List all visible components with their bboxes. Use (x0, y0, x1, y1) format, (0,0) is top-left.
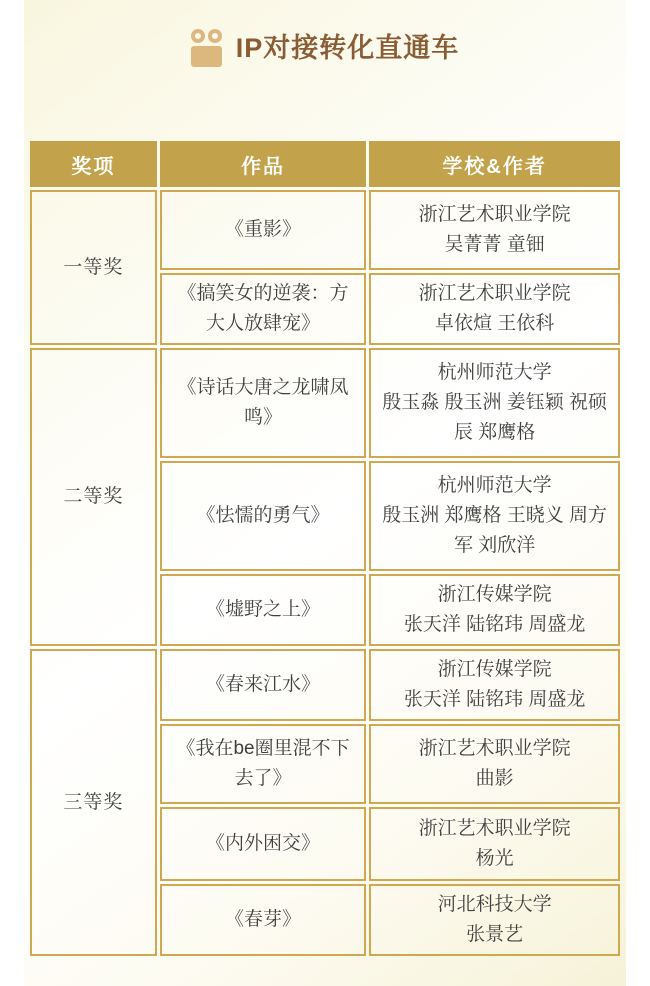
work-cell: 《诗话大唐之龙啸凤鸣》 (160, 348, 366, 458)
school-name: 浙江传媒学院 (437, 584, 552, 605)
school-author-cell (369, 190, 620, 270)
author-names: 吴菁菁 童钿 (444, 234, 545, 255)
school-author-cell (369, 884, 620, 956)
school-author-cell (369, 574, 620, 646)
work-cell: 《搞笑女的逆袭：方大人放肆宠》 (160, 273, 366, 345)
work-cell: 《春来江水》 (160, 649, 366, 721)
school-name: 河北科技大学 (437, 894, 552, 915)
column-header-school-author: 学校&作者 (369, 141, 620, 187)
school-author-cell (369, 461, 620, 571)
projector-reel-left (191, 29, 205, 43)
projector-icon (191, 29, 223, 67)
school-author-cell (369, 348, 620, 458)
school-name: 浙江艺术职业学院 (418, 204, 571, 225)
school-name: 浙江艺术职业学院 (418, 738, 571, 759)
award-cell-first-prize: 一等奖 (30, 190, 157, 345)
work-cell: 《墟野之上》 (160, 574, 366, 646)
author-names: 殷玉洲 郑鹰格 王晓义 周方军 刘欣洋 (382, 505, 608, 556)
author-names: 殷玉淼 殷玉洲 姜钰颖 祝硕辰 郑鹰格 (382, 392, 608, 443)
page-header (24, 26, 626, 70)
school-name: 浙江传媒学院 (437, 659, 552, 680)
school-author-cell (369, 273, 620, 345)
school-author-cell (369, 807, 620, 881)
work-cell: 《重影》 (160, 190, 366, 270)
content-card (24, 0, 626, 986)
award-cell-second-prize: 二等奖 (30, 348, 157, 646)
column-header-award: 奖项 (30, 141, 157, 187)
projector-reel-right (208, 29, 222, 43)
author-names: 张景艺 (466, 924, 524, 945)
page-title: IP对接转化直通车 (235, 33, 460, 63)
award-cell-third-prize: 三等奖 (30, 649, 157, 956)
author-names: 杨光 (475, 848, 514, 869)
author-names: 张天洋 陆铭玮 周盛龙 (403, 689, 586, 710)
school-name: 浙江艺术职业学院 (418, 818, 571, 839)
work-cell: 《内外困交》 (160, 807, 366, 881)
school-name: 杭州师范大学 (437, 362, 552, 383)
column-header-work: 作品 (160, 141, 366, 187)
school-author-cell (369, 649, 620, 721)
work-cell: 《春芽》 (160, 884, 366, 956)
work-cell: 《我在be圈里混不下去了》 (160, 724, 366, 804)
awards-table (27, 138, 623, 959)
table-row (30, 649, 620, 721)
author-names: 卓依煊 王依科 (434, 313, 555, 334)
table-row (30, 348, 620, 458)
table-header-row (30, 141, 620, 187)
school-name: 杭州师范大学 (437, 475, 552, 496)
school-author-cell (369, 724, 620, 804)
projector-body (191, 46, 222, 67)
table-row (30, 190, 620, 270)
work-cell: 《怯懦的勇气》 (160, 461, 366, 571)
school-name: 浙江艺术职业学院 (418, 283, 571, 304)
author-names: 曲影 (475, 768, 514, 789)
author-names: 张天洋 陆铭玮 周盛龙 (403, 614, 586, 635)
